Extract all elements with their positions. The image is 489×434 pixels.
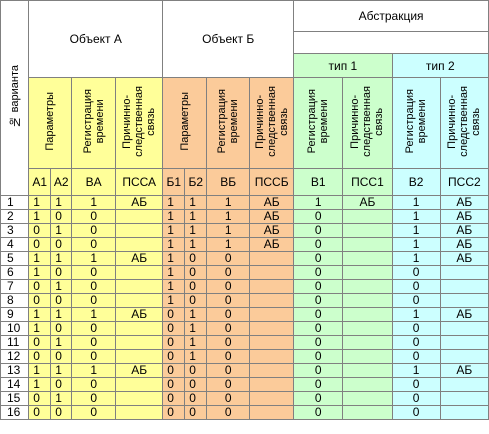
value-cell: АБ bbox=[440, 364, 488, 378]
value-cell: 1 bbox=[207, 238, 250, 252]
table-row bbox=[1, 350, 489, 364]
value-cell: 1 bbox=[392, 238, 440, 252]
symbol-cell: A2 bbox=[51, 169, 72, 196]
value-cell bbox=[116, 322, 163, 336]
symbol-cell: BA bbox=[72, 169, 116, 196]
value-cell: 0 bbox=[294, 378, 343, 392]
causal-t1-label: Причинно- следственная связь bbox=[349, 86, 386, 157]
value-cell: 1 bbox=[163, 252, 185, 266]
value-cell: 0 bbox=[163, 364, 185, 378]
value-cell: 0 bbox=[72, 336, 116, 350]
value-cell: 0 bbox=[392, 350, 440, 364]
value-cell: 0 bbox=[392, 266, 440, 280]
value-cell: 0 bbox=[294, 364, 343, 378]
value-cell: АБ bbox=[116, 364, 163, 378]
symbol-cell: ПСС2 bbox=[440, 169, 488, 196]
value-cell: 0 bbox=[29, 238, 51, 252]
value-cell bbox=[250, 364, 294, 378]
value-cell: 1 bbox=[294, 196, 343, 210]
value-cell: 1 bbox=[51, 392, 72, 406]
value-cell: 0 bbox=[392, 392, 440, 406]
value-cell: 0 bbox=[392, 294, 440, 308]
variant-header-label: № варианта bbox=[8, 65, 21, 128]
value-cell: АБ bbox=[250, 224, 294, 238]
abstraction-header: Абстракция bbox=[294, 1, 489, 32]
time-reg-b-label: Регистрация времени bbox=[216, 89, 241, 154]
value-cell: АБ bbox=[440, 224, 488, 238]
value-cell: 0 bbox=[29, 392, 51, 406]
value-cell: 0 bbox=[163, 350, 185, 364]
variant-number-cell: 12 bbox=[1, 350, 29, 364]
time-reg-t2-label: Регистрация времени bbox=[404, 89, 429, 154]
value-cell: 0 bbox=[185, 364, 207, 378]
value-cell: 1 bbox=[207, 196, 250, 210]
value-cell: 1 bbox=[185, 322, 207, 336]
value-cell bbox=[343, 280, 392, 294]
value-cell bbox=[343, 336, 392, 350]
value-cell bbox=[343, 392, 392, 406]
value-cell bbox=[440, 266, 488, 280]
time-reg-b-header bbox=[207, 78, 250, 169]
value-cell: 0 bbox=[72, 266, 116, 280]
value-cell: 0 bbox=[294, 266, 343, 280]
value-cell: 0 bbox=[294, 308, 343, 322]
value-cell: 1 bbox=[185, 350, 207, 364]
variant-number-cell: 9 bbox=[1, 308, 29, 322]
value-cell bbox=[343, 308, 392, 322]
value-cell: 0 bbox=[72, 350, 116, 364]
value-cell: 0 bbox=[29, 280, 51, 294]
params-a-header bbox=[29, 78, 72, 169]
value-cell: 1 bbox=[29, 308, 51, 322]
variant-number-cell: 16 bbox=[1, 406, 29, 420]
data-body bbox=[1, 196, 489, 420]
value-cell: 0 bbox=[392, 336, 440, 350]
variant-number-cell: 3 bbox=[1, 224, 29, 238]
variant-number-cell: 13 bbox=[1, 364, 29, 378]
value-cell: 0 bbox=[72, 392, 116, 406]
time-reg-t1-header bbox=[294, 78, 343, 169]
value-cell: 1 bbox=[185, 336, 207, 350]
value-cell: 0 bbox=[72, 238, 116, 252]
variant-number-cell: 4 bbox=[1, 238, 29, 252]
value-cell: 0 bbox=[207, 266, 250, 280]
value-cell bbox=[250, 308, 294, 322]
value-cell: 0 bbox=[72, 210, 116, 224]
value-cell: 0 bbox=[294, 322, 343, 336]
value-cell: 0 bbox=[29, 406, 51, 420]
params-a-label: Параметры bbox=[44, 92, 57, 151]
table-row bbox=[1, 336, 489, 350]
value-cell: 1 bbox=[392, 210, 440, 224]
value-cell: АБ bbox=[440, 252, 488, 266]
value-cell: АБ bbox=[440, 210, 488, 224]
value-cell: 0 bbox=[29, 350, 51, 364]
value-cell: 1 bbox=[29, 322, 51, 336]
value-cell: 0 bbox=[207, 280, 250, 294]
time-reg-a-label: Регистрация времени bbox=[81, 89, 106, 154]
value-cell: 1 bbox=[163, 196, 185, 210]
value-cell bbox=[250, 336, 294, 350]
value-cell: 1 bbox=[163, 266, 185, 280]
table-row bbox=[1, 392, 489, 406]
abstraction-spacer bbox=[294, 32, 489, 54]
value-cell: 0 bbox=[29, 294, 51, 308]
symbol-cell: ПССБ bbox=[250, 169, 294, 196]
value-cell: 0 bbox=[29, 224, 51, 238]
value-cell: 0 bbox=[207, 336, 250, 350]
value-cell: 0 bbox=[185, 294, 207, 308]
value-cell: 1 bbox=[51, 196, 72, 210]
value-cell bbox=[440, 336, 488, 350]
value-cell: 1 bbox=[72, 364, 116, 378]
causal-a-header bbox=[116, 78, 163, 169]
value-cell: 1 bbox=[29, 378, 51, 392]
value-cell bbox=[343, 350, 392, 364]
value-cell bbox=[343, 322, 392, 336]
variant-number-cell: 8 bbox=[1, 294, 29, 308]
value-cell: 1 bbox=[185, 196, 207, 210]
variant-number-cell: 1 bbox=[1, 196, 29, 210]
type1-header: тип 1 bbox=[294, 54, 392, 78]
value-cell: 0 bbox=[294, 252, 343, 266]
value-cell: 1 bbox=[392, 224, 440, 238]
value-cell bbox=[116, 238, 163, 252]
value-cell bbox=[116, 406, 163, 420]
value-cell: 1 bbox=[51, 308, 72, 322]
value-cell bbox=[440, 378, 488, 392]
value-cell: 0 bbox=[207, 252, 250, 266]
value-cell: 0 bbox=[207, 308, 250, 322]
value-cell: АБ bbox=[440, 196, 488, 210]
value-cell: 1 bbox=[392, 252, 440, 266]
value-cell: 0 bbox=[207, 294, 250, 308]
table-row bbox=[1, 378, 489, 392]
variant-number-cell: 11 bbox=[1, 336, 29, 350]
params-b-label: Параметры bbox=[178, 92, 191, 151]
value-cell: АБ bbox=[116, 308, 163, 322]
value-cell bbox=[343, 238, 392, 252]
value-cell bbox=[250, 350, 294, 364]
table-row bbox=[1, 238, 489, 252]
value-cell: 0 bbox=[72, 280, 116, 294]
value-cell: 1 bbox=[29, 252, 51, 266]
value-cell bbox=[440, 294, 488, 308]
value-cell: АБ bbox=[343, 196, 392, 210]
value-cell: 1 bbox=[72, 252, 116, 266]
value-cell: 1 bbox=[29, 364, 51, 378]
value-cell: 1 bbox=[207, 210, 250, 224]
value-cell: 0 bbox=[294, 294, 343, 308]
value-cell: 1 bbox=[185, 308, 207, 322]
variant-number-cell: 6 bbox=[1, 266, 29, 280]
value-cell: 0 bbox=[51, 406, 72, 420]
variant-number-cell: 5 bbox=[1, 252, 29, 266]
value-cell bbox=[440, 392, 488, 406]
table-row bbox=[1, 294, 489, 308]
value-cell: 0 bbox=[294, 392, 343, 406]
value-cell: 0 bbox=[163, 336, 185, 350]
value-cell: 0 bbox=[51, 294, 72, 308]
value-cell: 1 bbox=[185, 210, 207, 224]
causal-a-label: Причинно- следственная связь bbox=[121, 86, 158, 157]
value-cell bbox=[250, 266, 294, 280]
value-cell: 0 bbox=[185, 392, 207, 406]
value-cell bbox=[250, 378, 294, 392]
table-row bbox=[1, 224, 489, 238]
value-cell bbox=[343, 294, 392, 308]
value-cell: 0 bbox=[185, 252, 207, 266]
value-cell: 0 bbox=[51, 322, 72, 336]
value-cell bbox=[343, 364, 392, 378]
value-cell bbox=[116, 378, 163, 392]
value-cell: 1 bbox=[72, 196, 116, 210]
value-cell: АБ bbox=[116, 196, 163, 210]
value-cell: АБ bbox=[116, 252, 163, 266]
value-cell: 0 bbox=[294, 406, 343, 420]
value-cell: АБ bbox=[440, 308, 488, 322]
value-cell: 0 bbox=[207, 364, 250, 378]
value-cell bbox=[440, 350, 488, 364]
symbol-cell: В1 bbox=[294, 169, 343, 196]
value-cell: 1 bbox=[29, 196, 51, 210]
table-row bbox=[1, 364, 489, 378]
value-cell: 1 bbox=[185, 238, 207, 252]
value-cell bbox=[116, 392, 163, 406]
value-cell: 1 bbox=[163, 238, 185, 252]
value-cell: 0 bbox=[185, 406, 207, 420]
value-cell: 0 bbox=[185, 280, 207, 294]
value-cell: 1 bbox=[392, 308, 440, 322]
value-cell: АБ bbox=[250, 210, 294, 224]
value-cell: 0 bbox=[392, 322, 440, 336]
value-cell: 0 bbox=[294, 336, 343, 350]
value-cell: 0 bbox=[163, 378, 185, 392]
value-cell: 0 bbox=[72, 322, 116, 336]
variant-number-cell: 2 bbox=[1, 210, 29, 224]
value-cell: 1 bbox=[29, 266, 51, 280]
value-cell: 0 bbox=[51, 210, 72, 224]
value-cell bbox=[250, 252, 294, 266]
value-cell bbox=[116, 350, 163, 364]
value-cell bbox=[343, 224, 392, 238]
value-cell bbox=[116, 336, 163, 350]
value-cell: 0 bbox=[392, 406, 440, 420]
value-cell: 0 bbox=[392, 280, 440, 294]
value-cell bbox=[343, 378, 392, 392]
value-cell bbox=[440, 280, 488, 294]
variant-header bbox=[1, 1, 29, 196]
value-cell: 1 bbox=[51, 336, 72, 350]
value-cell: АБ bbox=[440, 238, 488, 252]
symbol-row bbox=[1, 169, 489, 196]
value-cell: АБ bbox=[250, 238, 294, 252]
value-cell bbox=[116, 280, 163, 294]
value-cell bbox=[250, 392, 294, 406]
symbol-cell: ПСС1 bbox=[343, 169, 392, 196]
table-row bbox=[1, 196, 489, 210]
value-cell bbox=[116, 294, 163, 308]
value-cell: 1 bbox=[163, 280, 185, 294]
object-a-header: Объект А bbox=[29, 1, 163, 78]
value-cell: 0 bbox=[207, 378, 250, 392]
table-row bbox=[1, 322, 489, 336]
causal-t2-header bbox=[440, 78, 488, 169]
value-cell: 1 bbox=[29, 210, 51, 224]
value-cell: 1 bbox=[185, 224, 207, 238]
value-cell bbox=[343, 266, 392, 280]
value-cell: 0 bbox=[51, 350, 72, 364]
value-cell bbox=[250, 406, 294, 420]
value-cell bbox=[250, 322, 294, 336]
time-reg-t2-header bbox=[392, 78, 440, 169]
value-cell: 1 bbox=[72, 308, 116, 322]
value-cell: 1 bbox=[51, 252, 72, 266]
value-cell: 1 bbox=[51, 224, 72, 238]
value-cell bbox=[250, 294, 294, 308]
value-cell: 0 bbox=[163, 392, 185, 406]
variant-number-cell: 7 bbox=[1, 280, 29, 294]
value-cell bbox=[116, 210, 163, 224]
value-cell: 0 bbox=[163, 406, 185, 420]
value-cell: 1 bbox=[51, 364, 72, 378]
symbol-cell: A1 bbox=[29, 169, 51, 196]
table-row bbox=[1, 280, 489, 294]
value-cell: 1 bbox=[163, 210, 185, 224]
value-cell: 0 bbox=[294, 224, 343, 238]
value-cell: 0 bbox=[51, 238, 72, 252]
value-cell: 0 bbox=[51, 378, 72, 392]
value-cell bbox=[343, 252, 392, 266]
causal-t2-label: Причинно- следственная связь bbox=[446, 86, 483, 157]
value-cell: 0 bbox=[392, 378, 440, 392]
table-row bbox=[1, 252, 489, 266]
value-cell: 0 bbox=[207, 406, 250, 420]
value-cell bbox=[343, 210, 392, 224]
type2-header: тип 2 bbox=[392, 54, 488, 78]
value-cell: 0 bbox=[185, 266, 207, 280]
symbol-cell: ВБ bbox=[207, 169, 250, 196]
value-cell bbox=[440, 322, 488, 336]
value-cell bbox=[440, 406, 488, 420]
value-cell: 1 bbox=[51, 280, 72, 294]
value-cell: 1 bbox=[392, 196, 440, 210]
value-cell: 0 bbox=[29, 336, 51, 350]
params-b-header bbox=[163, 78, 207, 169]
value-cell: 0 bbox=[163, 322, 185, 336]
table-row bbox=[1, 266, 489, 280]
value-cell: 0 bbox=[294, 210, 343, 224]
value-cell: 0 bbox=[72, 406, 116, 420]
value-cell: 0 bbox=[163, 308, 185, 322]
causal-b-header bbox=[250, 78, 294, 169]
value-cell: 0 bbox=[72, 378, 116, 392]
variant-number-cell: 15 bbox=[1, 392, 29, 406]
value-cell: 0 bbox=[72, 294, 116, 308]
value-cell: 1 bbox=[163, 294, 185, 308]
symbol-cell: Б1 bbox=[163, 169, 185, 196]
value-cell: 1 bbox=[163, 224, 185, 238]
table-row bbox=[1, 308, 489, 322]
value-cell: 0 bbox=[207, 350, 250, 364]
value-cell: 0 bbox=[207, 392, 250, 406]
value-cell: 1 bbox=[392, 364, 440, 378]
value-cell: 0 bbox=[207, 322, 250, 336]
value-cell: 0 bbox=[294, 350, 343, 364]
variant-number-cell: 10 bbox=[1, 322, 29, 336]
value-cell: 1 bbox=[207, 224, 250, 238]
value-cell: 0 bbox=[51, 266, 72, 280]
value-cell: 0 bbox=[294, 238, 343, 252]
table-row bbox=[1, 406, 489, 420]
value-cell: 0 bbox=[294, 280, 343, 294]
value-cell: 0 bbox=[185, 378, 207, 392]
variant-number-cell: 14 bbox=[1, 378, 29, 392]
value-cell: АБ bbox=[250, 196, 294, 210]
causal-t1-header bbox=[343, 78, 392, 169]
symbol-cell: Б2 bbox=[185, 169, 207, 196]
symbol-cell: В2 bbox=[392, 169, 440, 196]
value-cell bbox=[250, 280, 294, 294]
time-reg-t1-label: Регистрация времени bbox=[306, 89, 331, 154]
table-row bbox=[1, 210, 489, 224]
value-cell bbox=[116, 266, 163, 280]
causal-b-label: Причинно- следственная связь bbox=[253, 86, 290, 157]
symbol-cell: ПССА bbox=[116, 169, 163, 196]
value-cell bbox=[343, 406, 392, 420]
time-reg-a-header bbox=[72, 78, 116, 169]
object-b-header: Объект Б bbox=[163, 1, 294, 78]
value-cell: 0 bbox=[72, 224, 116, 238]
value-cell bbox=[116, 224, 163, 238]
